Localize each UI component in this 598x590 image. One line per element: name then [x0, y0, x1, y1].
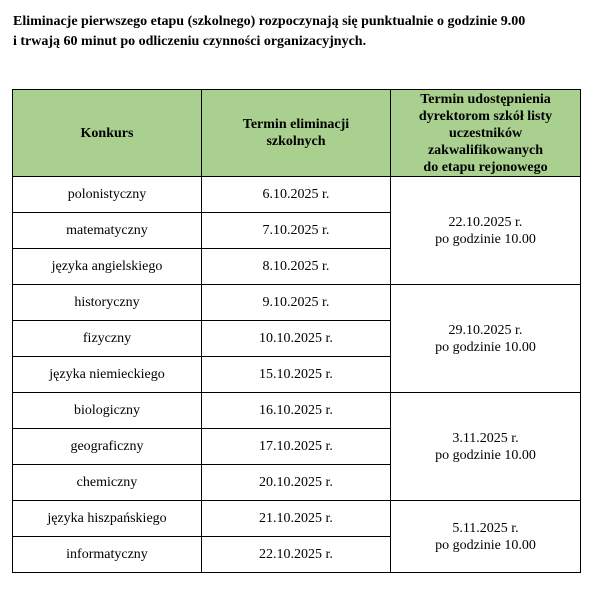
deadline-date: 29.10.2025 r.	[448, 322, 523, 338]
header-deadline-line-5: do etapu rejonowego	[423, 159, 548, 175]
contest-cell: informatyczny	[13, 537, 202, 573]
deadline-cell	[391, 501, 581, 573]
table-row	[13, 501, 581, 537]
deadline-date: 5.11.2025 r.	[452, 520, 519, 536]
date-cell: 22.10.2025 r.	[202, 537, 391, 573]
contest-cell: matematyczny	[13, 213, 202, 249]
header-row	[13, 90, 581, 177]
header-deadline-line-4: zakwalifikowanych	[427, 142, 544, 158]
contest-cell: języka hiszpańskiego	[13, 501, 202, 537]
table-row	[13, 177, 581, 213]
header-deadline-line-1: Termin udostępnienia	[420, 91, 551, 107]
deadline-time: po godzinie 10.00	[435, 537, 536, 553]
date-cell: 6.10.2025 r.	[202, 177, 391, 213]
date-cell: 15.10.2025 r.	[202, 357, 391, 393]
contest-cell: chemiczny	[13, 465, 202, 501]
date-cell: 21.10.2025 r.	[202, 501, 391, 537]
header-contest: Konkurs	[13, 90, 202, 177]
deadline-time: po godzinie 10.00	[435, 339, 536, 355]
header-school-date-line-1: Termin eliminacji	[242, 117, 350, 132]
contest-cell: języka angielskiego	[13, 249, 202, 285]
contest-cell: biologiczny	[13, 393, 202, 429]
intro-line-1: Eliminacje pierwszego etapu (szkolnego) rozpoczynają się punktualnie o godzinie 9.00	[13, 14, 526, 29]
deadline-cell	[391, 393, 581, 501]
contest-cell: polonistyczny	[13, 177, 202, 213]
header-deadline-line-2: dyrektorom szkół listy	[418, 108, 553, 124]
deadline-date: 3.11.2025 r.	[452, 430, 519, 446]
header-school-date	[202, 90, 391, 177]
date-cell: 17.10.2025 r.	[202, 429, 391, 465]
deadline-date: 22.10.2025 r.	[448, 214, 523, 230]
deadline-cell	[391, 177, 581, 285]
deadline-time: po godzinie 10.00	[435, 447, 536, 463]
date-cell: 7.10.2025 r.	[202, 213, 391, 249]
intro-line-2: i trwają 60 minut po odliczeniu czynności organizacyjnych.	[13, 34, 367, 49]
contest-cell: geograficzny	[13, 429, 202, 465]
date-cell: 9.10.2025 r.	[202, 285, 391, 321]
contest-cell: historyczny	[13, 285, 202, 321]
date-cell: 10.10.2025 r.	[202, 321, 391, 357]
date-cell: 16.10.2025 r.	[202, 393, 391, 429]
header-deadline-line-3: uczestników	[448, 125, 523, 141]
contest-cell: fizyczny	[13, 321, 202, 357]
contest-cell: języka niemieckiego	[13, 357, 202, 393]
intro-text	[13, 12, 583, 52]
header-deadline	[391, 90, 581, 177]
date-cell: 20.10.2025 r.	[202, 465, 391, 501]
deadline-cell	[391, 285, 581, 393]
table-row	[13, 393, 581, 429]
schedule-table	[12, 89, 581, 573]
deadline-time: po godzinie 10.00	[435, 231, 536, 247]
date-cell: 8.10.2025 r.	[202, 249, 391, 285]
table-row	[13, 285, 581, 321]
header-school-date-line-2: szkolnych	[266, 134, 326, 149]
